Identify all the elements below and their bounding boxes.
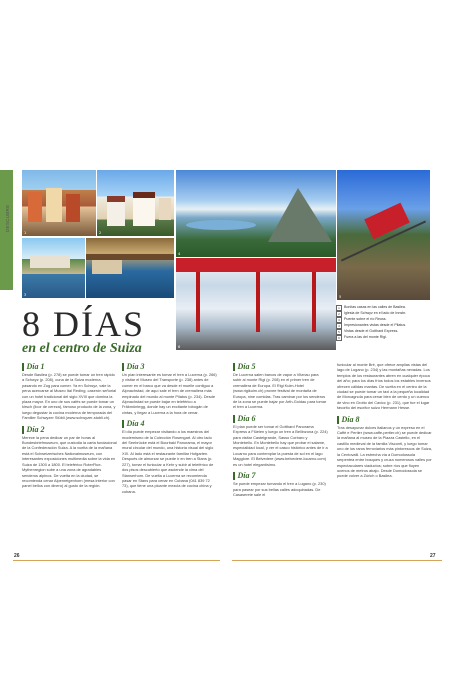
caption-number: 4 <box>336 323 342 329</box>
section-label-text: DESCUBRE <box>5 204 10 232</box>
photo-3 <box>22 238 85 298</box>
day-text: Tras desayunar dulces italianos y un expreso en el Caffè e Pertier (www.caffe-pertier.ch) se puede dedicar la mañana al museo de la Piazza Castello, en el castillo medieval de la familia Visconti, y luego tomar uno de los raros ferroviarios más pintorescos de Suiza, la Centovalli. La estrecha vía a Domodossola serpentea entre bosques y cruza numerosos valles por espectaculares viaductos; sobre ríos que fluyen ocenos de metros abajo. Desde Domodossola se puede volver a Zúrich o Basilea. <box>337 424 432 479</box>
footer-rule-right <box>232 560 442 561</box>
photo-3-number: 3 <box>24 293 27 297</box>
photo-2 <box>97 170 174 236</box>
photo-1-number: 1 <box>24 231 27 235</box>
day-heading: Día 6 <box>233 414 328 424</box>
page-number-left: 26 <box>14 553 20 559</box>
photo-1 <box>22 170 96 236</box>
page-title: 8 DÍAS <box>22 304 146 344</box>
day-text: De Lucerna salen barcos de vapor a Vitznau para subir al monte Rigi (p. 208) en el primer tren de cremallera de Europa. El Rigi Kulm-Hotel (www.rigikulm.ch) provee festival de montaña de Europa, nine comidas. Tras caminar por los senderos de la zona se puede bajar por Arth-Goldau para tomar el tren a Lucerna. <box>233 372 327 410</box>
caption-text: Vistas desde el Gotthard Express. <box>344 329 399 334</box>
photo-5 <box>337 170 430 300</box>
day-heading: Día 1 <box>22 362 117 372</box>
day-text: El día puede empezar visitando a los maestros del modernismo de la Colección Rosengart. Al otro lado del Seebrücke está el Bourbaki Panorama, el mayor mural circular del mundo, una historia visual del siglo XIX. Al lado está el restaurante familiar Hofgarten. Después de almorzar se puede ir en tren a Stans (p. 227), tomar el funicular a Kehr y subir al teleférico de dos pisos descubierto que asciende la cima del Stanserhorn. De vuelta a Lucerna se recomienda pasar en Stans para cenar en Cubana (041 839 72 73), que tiene una picante mezcla de cocina china y cubana. <box>122 429 214 494</box>
caption-item <box>336 335 442 341</box>
caption-text: Iglesia de Schwyz en el lado de Innsbr. <box>344 311 407 316</box>
photo-6 <box>176 258 336 350</box>
caption-number: 5 <box>336 329 342 335</box>
caption-text: Bonitas casas en las calles de Basilea. <box>344 305 406 310</box>
column-3 <box>233 360 328 501</box>
day-heading: Día 4 <box>122 419 217 429</box>
day-heading: Día 7 <box>233 471 328 481</box>
caption-number: 2 <box>336 311 342 317</box>
caption-number: 3 <box>336 317 342 323</box>
day-heading: Día 8 <box>337 415 432 425</box>
caption-text: Impresionantes vistas desde el Pilatus. <box>344 323 407 328</box>
page-subtitle: en el centro de Suiza <box>22 341 142 356</box>
section-accent-text: Itinerarios <box>5 177 10 204</box>
day-text: Se puede empezar tomando el tren a Lugano (p. 230) para pasear por sus bellas calles adoquinadas. De Casaserete sale el <box>233 481 326 497</box>
photo-4 <box>176 170 336 257</box>
day-text: funicular al monte Brè, que ofrece amplias vistas del lago de Lugano (p. 234) y las montañas nevadas. Los templos de los restaurantes abren en cualquier época del año; para los días fríos todos los estables inversos ofrecen cálidas mantas. De vuelta en el centro de la ciudad se puede tomar un taxi a la pequeña localidad de Morcagnola para cenar bien de cerdo y un cuenco de vino en Grotto del Cavicc (p. 231), que fue el lugar favorito del escritor suizo Hermann Hesse. <box>337 362 431 411</box>
day-text: Merece la pena dedicar un par de horas al Bundesbriefmuseum, que custodia la carta fundacional de la Confederación Suiza. A la vuelta de la mañana está el Schweizerisches Nationalmuseum, con interesantes exposiciones multimedia sobre la vida en Suiza de 1300 a 1800. El teleférico RoterFlue-Mythenregion sube a una zona de agradables senderos alpinos. De vuelta en la ciudad, se recomienda cenar Alpenreigenhorn (mesa interior con panel bellos con dinero) al gusto de la región. <box>22 434 117 489</box>
day-heading: Día 2 <box>22 425 117 435</box>
photo-6-number: 6 <box>178 345 181 349</box>
photo-2-number: 2 <box>99 231 102 235</box>
photo-4-number: 4 <box>178 252 181 256</box>
caption-number: 1 <box>336 305 342 311</box>
caption-text: Fuera a las del monte Rigi. <box>344 335 387 340</box>
caption-text: Puente sobre el río Reuss. <box>344 317 387 322</box>
column-2 <box>122 360 217 498</box>
day-heading: Día 5 <box>233 362 328 372</box>
footer-rule-left <box>13 560 220 561</box>
day-text: El plan puede ser tomar el Gotthard Panorama Express a Flüelen y luego un tren a Bellinzona (p. 224) para visitar Castelgrande, Sasso Corbaro y Montebello. En Montebello hay que probar el salame, especialidad local, y ver el casco histórico antes de ir a Locarno para contemplar la puesta de sol en el lago Maggiore. El Belvedere (www.belvedere-locarno.com) es un hotel elegantísimo. <box>233 423 328 467</box>
caption-number: 6 <box>336 335 342 341</box>
section-label <box>5 178 10 232</box>
photo-3b <box>86 238 174 298</box>
column-1 <box>22 360 117 493</box>
photo-captions <box>336 305 442 341</box>
column-4 <box>337 360 432 483</box>
photo-5-number: 5 <box>339 295 342 299</box>
day-text: Desde Basilea (p. 278) se puede tomar un tren rápido a Schwyz (p. 208), cuna de la Suiza moderna, pasando en Zug para comer. Ya en Schwyz, vale la pena acercarse al Museo Ital Reding, caserón señorial con un hotel tradicional del siglo XVIII que domina la plaza mayor. En uno de sus cafés se puede tomar un kirsch (licor de cereza), famoso producto de la zona, y luego degustar la cocina moderna de temporada del Familier Schwyzer Stübli (www.schwyzer-stubli.ch). <box>22 372 117 421</box>
day-text: Un plan interesante es tomar el tren a Lucerna (p. 266) y visitar el Museo del Transporte (p. 238) antes de comer en el barco que va desde el muelle contiguo a Alpnachstad, de aquí sale el tren de cremallera más empinado del mundo al monte Pilatus (p. 234). Desde Alpnachstad se puede bajar en teleférico a Fräkmüntegg, donde hay un excitante tobogán de cintas, y llegar a Lucerna a la hora de cenar. <box>122 372 217 415</box>
day-heading: Día 3 <box>122 362 217 372</box>
page-number-right: 27 <box>430 553 436 559</box>
